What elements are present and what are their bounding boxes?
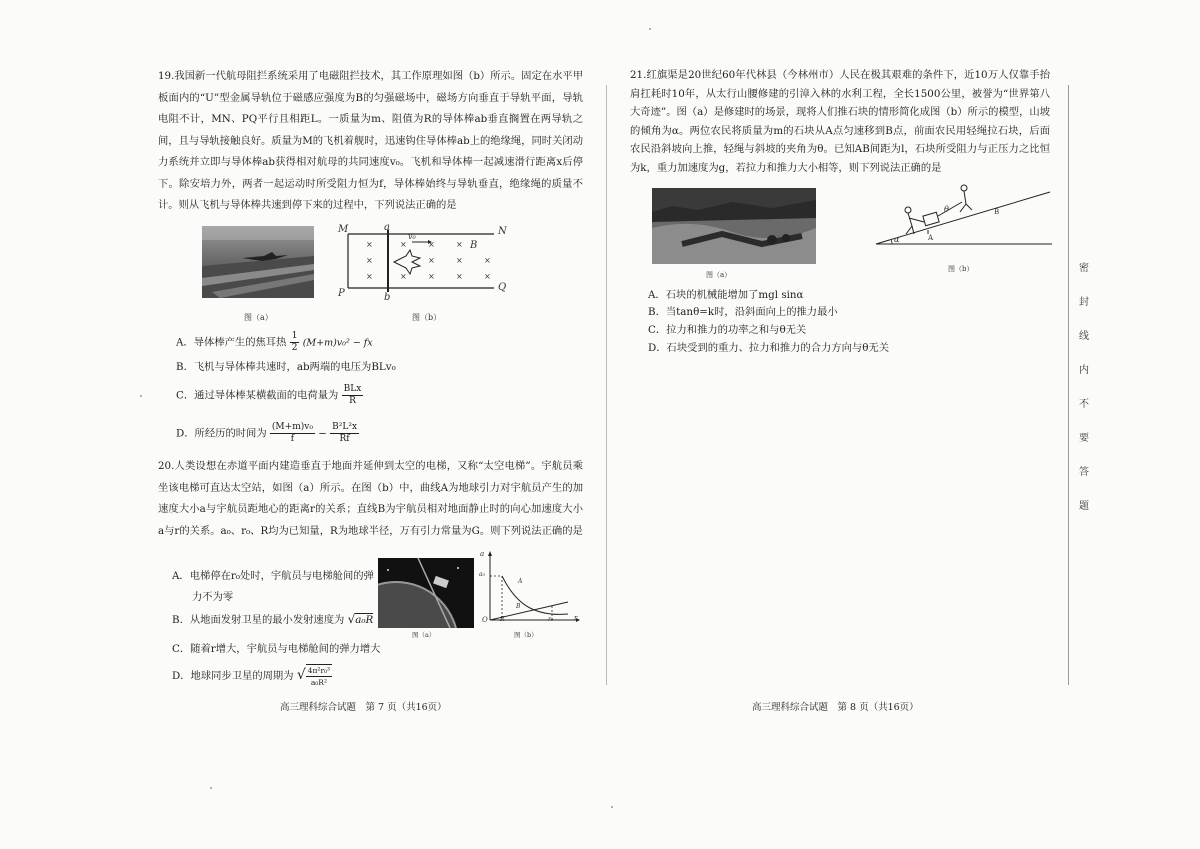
- seal-char: 密: [1076, 262, 1088, 272]
- q21-fig-a-caption: 图（a）: [706, 271, 732, 279]
- question-20-text: 20.人类设想在赤道平面内建造垂直于地面并延伸到太空的电梯，又称“太空电梯”。宇航员乘坐该电梯可直达太空站，如图（a）所示。在图（b）中，曲线A为地球引力对宇航员产生的加速度大小a与宇航员距地心的距离r的关系；直线B为宇航员相对地面静止时的向心加速度大小a与r的关系。a₀、r₀、R均为已知量，R为地球半径，万有引力常量为G。则下列说法正确的是: [158, 460, 583, 537]
- q20-fig-b-caption: 图（b）: [514, 631, 538, 639]
- sqrt-symbol: √: [347, 612, 356, 626]
- half-fraction: $\frac{1}{2}$: [291, 331, 298, 353]
- scan-speck: [210, 787, 212, 789]
- aircraft-carrier-image: [202, 226, 314, 298]
- footer-right: 高三理科综合试题 第 8 页（共16页）: [752, 702, 919, 713]
- seal-char: 线: [1076, 330, 1088, 340]
- left-page: [150, 0, 590, 849]
- q20-graph-label-O: O: [482, 616, 488, 624]
- seal-char: 答: [1076, 466, 1088, 476]
- q19-label-N: N: [498, 226, 507, 237]
- q20-graph-label-r: r: [574, 614, 578, 622]
- scan-speck: [649, 28, 651, 30]
- q21-fig-b-caption: 图（b）: [948, 265, 974, 273]
- q19-label-P: P: [338, 288, 345, 299]
- right-page: [630, 0, 1070, 849]
- q19-cross: ×: [428, 240, 435, 249]
- q19-cross: ×: [456, 256, 463, 265]
- q21-label-B: B: [994, 208, 1000, 216]
- q21-label-theta: θ: [944, 205, 949, 214]
- seal-notice: [1072, 262, 1092, 510]
- q19-cross: ×: [400, 240, 407, 249]
- q19-option-c[interactable]: C．通过导体棒某横截面的电荷量为 $\frac{\text{BLx}}{R}$: [176, 384, 362, 406]
- q21-option-c[interactable]: C．拉力和推力的功率之和与θ无关: [648, 324, 807, 336]
- q20-graph-label-A: A: [518, 578, 523, 585]
- q20-graph-label-a0: a₀: [479, 571, 485, 578]
- seal-char: 封: [1076, 296, 1088, 306]
- seal-char: 要: [1076, 432, 1088, 442]
- q19-label-a: a: [384, 222, 390, 233]
- q19-option-a[interactable]: A．导体棒产生的焦耳热 $\frac{1}{2}$ (M+m)v₀² − fx: [176, 331, 373, 353]
- q21-option-a[interactable]: A．石块的机械能增加了mgl sinα: [648, 289, 804, 301]
- seal-char: 题: [1076, 500, 1088, 510]
- q19-cross: ×: [456, 272, 463, 281]
- q20-space-elevator-photo: [378, 558, 474, 628]
- q19-cross: ×: [484, 256, 491, 265]
- q21-label-alpha: α: [894, 235, 900, 244]
- seal-char: 内: [1076, 364, 1088, 374]
- q19-fig-a-caption: 图（a）: [244, 313, 273, 322]
- seal-char: 不: [1076, 398, 1088, 408]
- scan-speck: [611, 806, 613, 808]
- footer-left: 高三理科综合试题 第 7 页（共16页）: [280, 702, 447, 713]
- q19-option-d[interactable]: D．所经历的时间为 $\frac{\text{(M+m)v₀}}{f}$ − $\frac{\text{B²L²x}}{Rf}$: [176, 422, 358, 444]
- q19-cross: ×: [428, 272, 435, 281]
- q19-label-Q: Q: [498, 282, 507, 293]
- red-flag-canal-image: [652, 188, 816, 264]
- q19-cross: ×: [484, 272, 491, 281]
- q20-graph-label-a: a: [480, 550, 485, 558]
- q20-graph-label-R: R: [500, 616, 505, 623]
- space-elevator-image: [378, 558, 474, 628]
- question-19-text: 19.我国新一代航母阻拦系统采用了电磁阻拦技术，其工作原理如图（b）所示。固定在水平甲板面内的“U”型金属导轨位于磁感应强度为B的匀强磁场中，磁场方向垂直于导轨平面，导轨电阻不计，MN、PQ平行且相距L。一质量为m、阻值为R的导体棒ab垂直搁置在两导轨之间，且与导轨接触良好。质量为M的飞机着舰时，迅速钩住导体棒ab上的绝缘绳，同时关闭动力系统并立即与导体棒ab获得相对航母的共同速度v₀。飞机和导体棒一起减速滑行距离x后停下。除安培力外，两者一起运动时所受阻力恒为f，导体棒始终与导轨垂直，绝缘绳的质量不计。则从飞机与导体棒共速到停下来的过程中，下列说法正确的是: [158, 70, 583, 211]
- q19-fig-b-caption: 图（b）: [412, 313, 442, 322]
- q21-option-b[interactable]: B．当tanθ=k时，沿斜面向上的推力最小: [648, 306, 838, 318]
- q21-slope-diagram: [874, 182, 1052, 248]
- q19-option-b[interactable]: B．飞机与导体棒共速时，ab两端的电压为BLv₀: [176, 361, 396, 373]
- q21-construction-photo: [652, 188, 816, 264]
- q19-cross: ×: [366, 240, 373, 249]
- q20-option-b[interactable]: B．从地面发射卫星的最小发射速度为 √a₀R: [172, 612, 374, 626]
- q20-graph-label-r0: r₀: [548, 616, 554, 623]
- q21-option-d[interactable]: D．石块受到的重力、拉力和推力的合力方向与θ无关: [648, 342, 889, 354]
- sqrt-symbol: √: [296, 667, 306, 683]
- question-21-text: 21.红旗渠是20世纪60年代林县（今林州市）人民在极其艰难的条件下，近10万人仅靠手抬肩扛耗时10年，从太行山腰修建的引漳入林的水利工程，全长1500公里，被誉为“世界第八大奇迹”。图（a）是修建时的场景，现将人们推石块的情形简化成图（b）所示的模型，山坡的倾角为α。两位农民将质量为m的石块从A点匀速移到B点，前面农民用轻绳拉石块，后面农民沿斜坡向上推，轻绳与斜坡的夹角为θ。已知AB间距为l，石块所受阻力与正压力之比恒为k，重力加速度为g，若拉力和推力大小相等，则下列说法正确的是: [630, 69, 1050, 174]
- q20-graph-label-B: B: [516, 603, 521, 610]
- q19-label-b: b: [384, 292, 391, 303]
- q20-fig-a-caption: 图（a）: [412, 631, 436, 639]
- page-divider: [606, 85, 607, 685]
- q19-cross: ×: [428, 256, 435, 265]
- q19-label-v0: v₀: [408, 232, 416, 241]
- q20-ar-graph: [480, 550, 580, 626]
- q20-option-c[interactable]: C．随着r增大，宇航员与电梯舱间的弹力增大: [172, 643, 381, 655]
- seal-line: [1068, 85, 1069, 685]
- scan-speck: [140, 395, 142, 397]
- q20-option-d[interactable]: D．地球同步卫星的周期为 √ $\frac{\text{4π²r₀³}}{\text{a₀R²}}$: [172, 666, 331, 687]
- q19-cross: ×: [400, 272, 407, 281]
- q19-cross: ×: [456, 240, 463, 249]
- q19-aircraft-photo: [202, 226, 314, 298]
- q20-option-a[interactable]: A．电梯停在r₀处时，宇航员与电梯舱间的弹 力不为零: [172, 570, 374, 603]
- q21-label-A: A: [928, 234, 934, 242]
- q19-label-M: M: [338, 224, 349, 235]
- q19-cross: ×: [366, 256, 373, 265]
- q19-cross: ×: [366, 272, 373, 281]
- q19-label-B: B: [470, 240, 478, 251]
